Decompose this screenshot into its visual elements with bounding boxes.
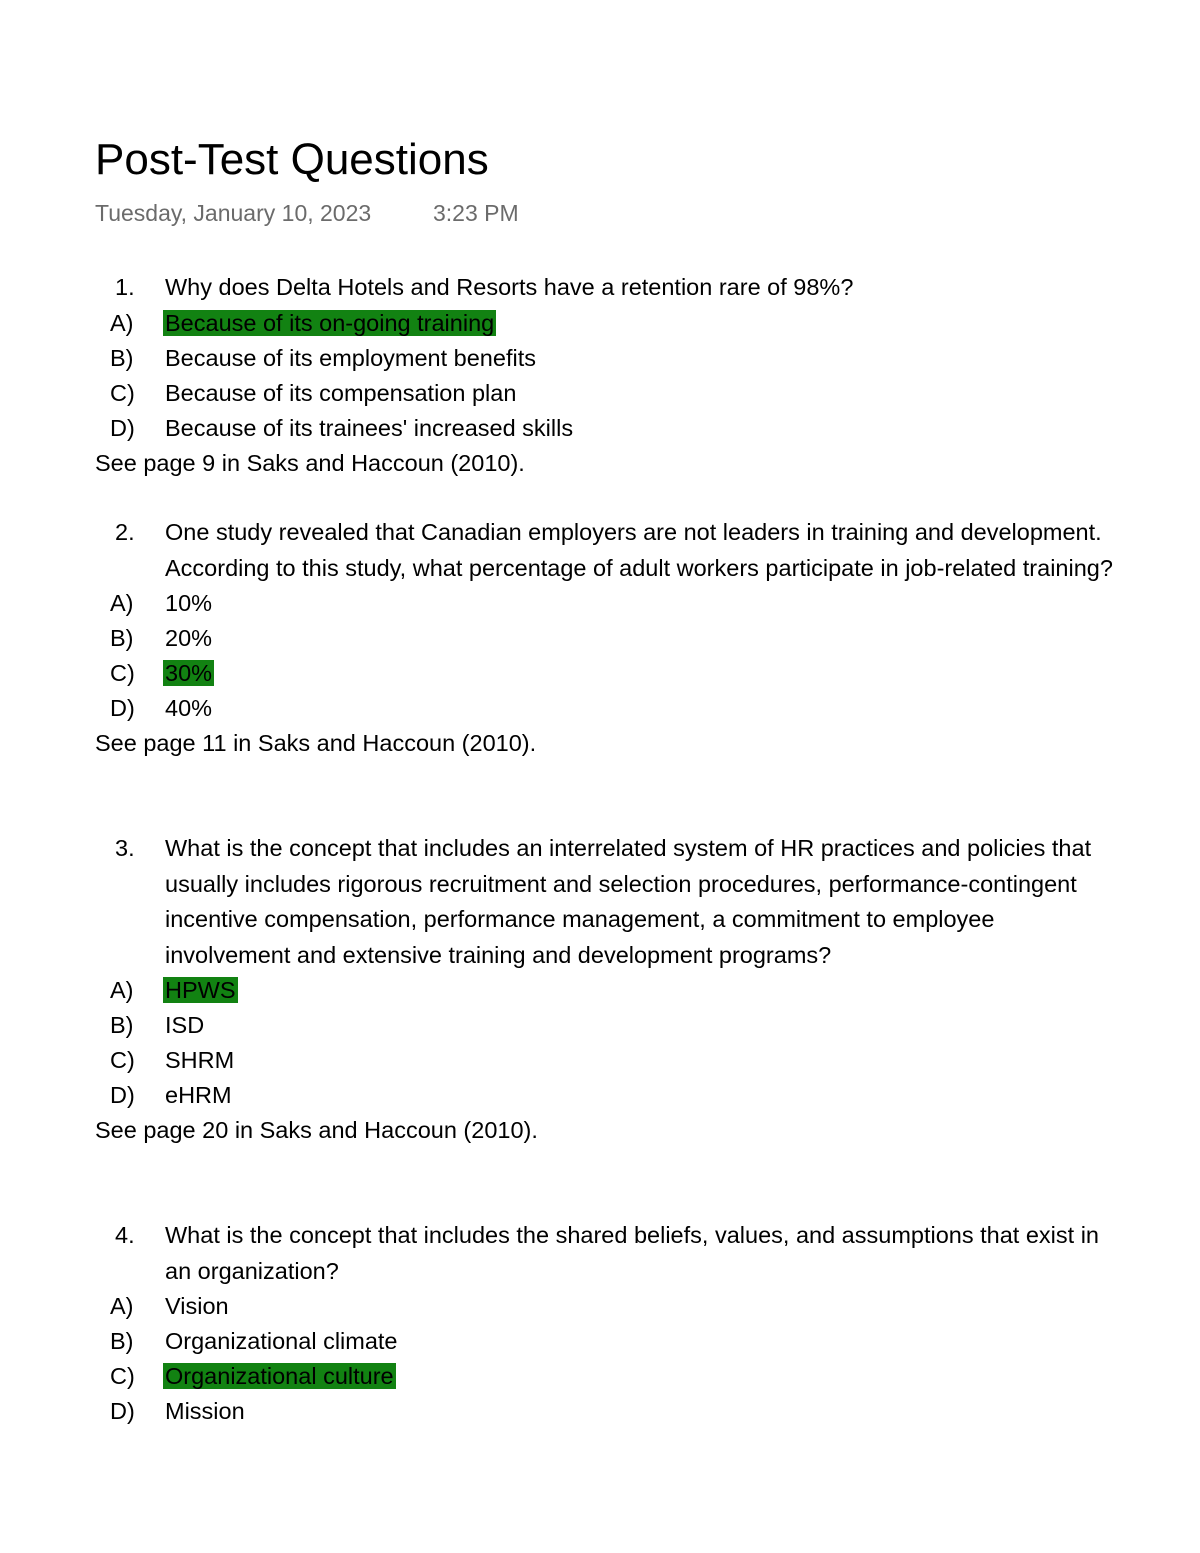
option-text: eHRM bbox=[165, 1082, 232, 1108]
option-letter: C) bbox=[110, 379, 135, 406]
option-d bbox=[95, 691, 1115, 726]
option-letter: C) bbox=[110, 1047, 135, 1073]
reference-note: See page 20 in Saks and Haccoun (2010). bbox=[95, 1117, 538, 1143]
question-number: 1. bbox=[115, 274, 135, 300]
option-letter: A) bbox=[110, 977, 134, 1003]
correct-answer: HPWS bbox=[165, 977, 236, 1003]
option-letter: B) bbox=[110, 344, 134, 371]
option-letter: C) bbox=[110, 660, 135, 686]
question-text bbox=[95, 1218, 1115, 1289]
reference-note: See page 11 in Saks and Haccoun (2010). bbox=[95, 730, 537, 756]
option-b bbox=[95, 1008, 1115, 1043]
option-text: 40% bbox=[165, 695, 213, 721]
option-text: 10% bbox=[165, 590, 213, 616]
question-number: 4. bbox=[115, 1222, 135, 1248]
option-letter: C) bbox=[110, 1363, 135, 1389]
page-title: Post-Test Questions bbox=[95, 135, 489, 184]
option-text: SHRM bbox=[165, 1047, 235, 1073]
option-letter: A) bbox=[110, 309, 134, 336]
correct-answer: 30% bbox=[165, 660, 213, 686]
option-a bbox=[95, 1289, 1115, 1324]
option-text: Because of its employment benefits bbox=[165, 344, 536, 371]
option-c bbox=[95, 376, 1115, 411]
option-c bbox=[95, 656, 1115, 691]
option-c bbox=[95, 1043, 1115, 1078]
option-b bbox=[95, 341, 1115, 376]
option-text: Because of its trainees' increased skills bbox=[165, 414, 574, 441]
option-b bbox=[95, 621, 1115, 656]
page-time: 3:23 PM bbox=[433, 200, 519, 226]
question-text bbox=[95, 831, 1115, 973]
option-letter: A) bbox=[110, 1293, 134, 1319]
correct-answer: Organizational culture bbox=[165, 1363, 394, 1389]
question-3 bbox=[95, 831, 1115, 1148]
option-d bbox=[95, 1078, 1115, 1113]
option-letter: D) bbox=[110, 695, 135, 721]
option-text: ISD bbox=[165, 1012, 205, 1038]
option-text: 20% bbox=[165, 625, 213, 651]
option-c bbox=[95, 1359, 1115, 1394]
option-text: Organizational climate bbox=[165, 1328, 398, 1354]
question-body: What is the concept that includes an interrelated system of HR practices and policies that usually includes rigorous recruitment and selection procedures, performance-contingent incentive compensation, performance management, a commitment to employee involvement and extensive training and development programs? bbox=[165, 835, 1092, 968]
question-body: One study revealed that Canadian employers are not leaders in training and development. According to this study, what percentage of adult workers participate in job-related training? bbox=[165, 519, 1113, 581]
reference-note: See page 9 in Saks and Haccoun (2010). bbox=[95, 449, 525, 476]
question-4 bbox=[95, 1218, 1115, 1429]
option-letter: D) bbox=[110, 414, 135, 441]
option-d bbox=[95, 1394, 1115, 1429]
question-number: 2. bbox=[115, 519, 135, 545]
option-text: Mission bbox=[165, 1398, 245, 1424]
question-text bbox=[95, 515, 1115, 586]
question-number: 3. bbox=[115, 835, 135, 861]
option-a bbox=[95, 973, 1115, 1008]
page-meta bbox=[95, 198, 519, 228]
option-b bbox=[95, 1324, 1115, 1359]
option-letter: B) bbox=[110, 1328, 134, 1354]
option-text: Vision bbox=[165, 1293, 229, 1319]
option-d bbox=[95, 411, 1115, 446]
option-letter: D) bbox=[110, 1082, 135, 1108]
question-body: Why does Delta Hotels and Resorts have a retention rare of 98%? bbox=[165, 274, 854, 300]
question-1 bbox=[95, 270, 1115, 481]
question-text bbox=[95, 270, 1115, 306]
option-letter: A) bbox=[110, 590, 134, 616]
option-letter: B) bbox=[110, 625, 134, 651]
question-body: What is the concept that includes the shared beliefs, values, and assumptions that exist in an organization? bbox=[165, 1222, 1099, 1284]
option-a bbox=[95, 306, 1115, 341]
page-date: Tuesday, January 10, 2023 bbox=[95, 200, 372, 226]
option-text: Because of its compensation plan bbox=[165, 379, 517, 406]
question-2 bbox=[95, 515, 1115, 761]
option-a bbox=[95, 586, 1115, 621]
option-letter: D) bbox=[110, 1398, 135, 1424]
correct-answer: Because of its on-going training bbox=[165, 309, 495, 336]
option-letter: B) bbox=[110, 1012, 134, 1038]
